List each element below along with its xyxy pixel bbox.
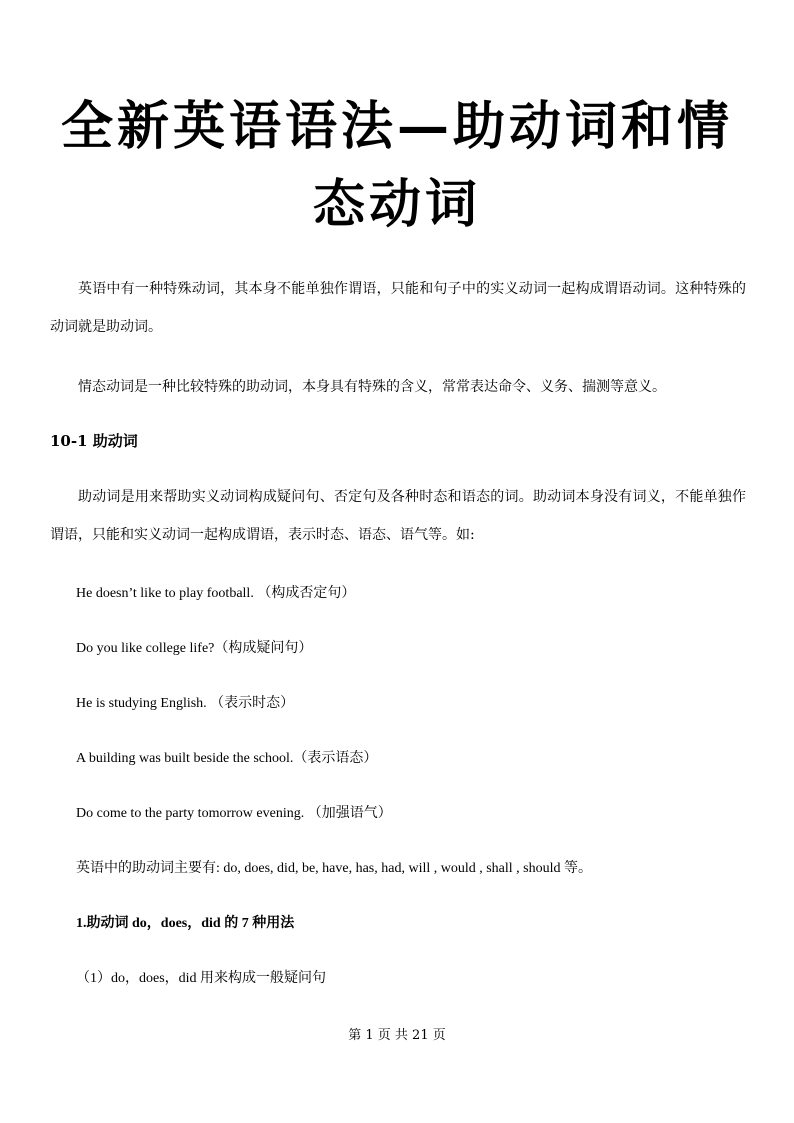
- example-line: Do you like college life?（构成疑问句）: [76, 641, 313, 656]
- example-line: A building was built beside the school.（表示语态）: [76, 751, 378, 766]
- section-description: 助动词是用来帮助实义动词构成疑问句、否定句及各种时态和语态的词。助动词本身没有词义，不能单独作谓语，只能和实义动词一起构成谓语，表示时态、语态、语气等。如:: [50, 489, 746, 543]
- example-line: He doesn’t like to play football. （构成否定句）: [76, 586, 356, 601]
- auxiliary-list-sentence: 英语中的助动词主要有: do, does, did, be, have, has, had, will , would , shall , should 等。: [76, 861, 593, 876]
- intro-paragraph-1: 英语中有一种特殊动词，其本身不能单独作谓语，只能和句子中的实义动词一起构成谓语动词。这种特殊的动词就是助动词。: [50, 281, 746, 335]
- example-line: Do come to the party tomorrow evening. （加强语气）: [76, 806, 392, 821]
- sub-heading: 1.助动词 do，does，did 的 7 种用法: [76, 916, 295, 931]
- intro-paragraph-2: 情态动词是一种比较特殊的助动词，本身具有特殊的含义，常常表达命令、义务、揣测等意义。: [78, 379, 666, 395]
- sub-item: （1）do，does，did 用来构成一般疑问句: [76, 971, 327, 986]
- example-line: He is studying English. （表示时态）: [76, 696, 295, 711]
- document-title: 全新英语语法—助动词和情态动词: [60, 96, 733, 235]
- section-heading: 10-1 助动词: [50, 432, 138, 450]
- page-footer: 第 1 页 共 21 页: [348, 1028, 446, 1043]
